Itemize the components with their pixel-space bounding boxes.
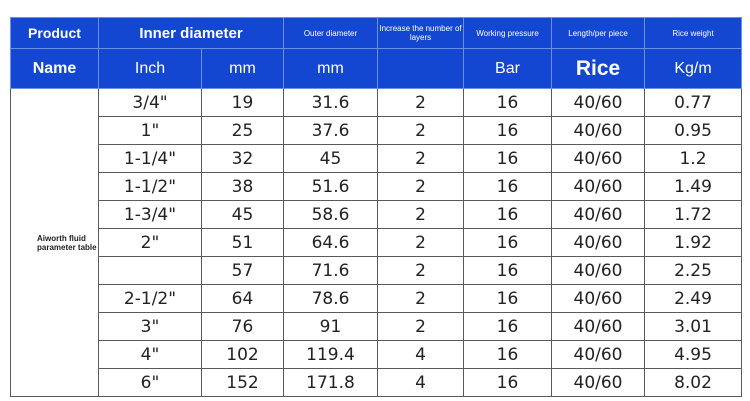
cell-weight: 3.01 — [645, 313, 742, 341]
header-rice-weight: Rice weight — [645, 18, 742, 49]
cell-layers: 2 — [378, 313, 464, 341]
cell-length: 40/60 — [552, 257, 645, 285]
cell-weight: 1.72 — [645, 201, 742, 229]
cell-inch: 2-1/2" — [99, 285, 202, 313]
table-row — [11, 201, 742, 229]
table-row — [11, 145, 742, 173]
cell-mm-outer: 119.4 — [284, 341, 378, 369]
cell-mm-inner: 45 — [202, 201, 284, 229]
subheader-rice: Rice — [552, 49, 645, 89]
cell-mm-inner: 25 — [202, 117, 284, 145]
subheader-layers — [378, 49, 464, 89]
cell-inch: 1-3/4" — [99, 201, 202, 229]
cell-weight: 1.92 — [645, 229, 742, 257]
cell-weight: 1.2 — [645, 145, 742, 173]
header-inner-diameter: Inner diameter — [99, 18, 284, 49]
cell-pressure: 16 — [464, 257, 552, 285]
cell-mm-outer: 51.6 — [284, 173, 378, 201]
cell-mm-outer: 71.6 — [284, 257, 378, 285]
table-row — [11, 89, 742, 117]
cell-mm-outer: 58.6 — [284, 201, 378, 229]
cell-layers: 2 — [378, 89, 464, 117]
table-row — [11, 341, 742, 369]
header-outer-diameter: Outer diameter — [284, 18, 378, 49]
cell-pressure: 16 — [464, 201, 552, 229]
subheader-name: Name — [11, 49, 99, 89]
cell-layers: 4 — [378, 341, 464, 369]
table-row — [11, 369, 742, 397]
cell-pressure: 16 — [464, 117, 552, 145]
cell-length: 40/60 — [552, 201, 645, 229]
cell-mm-inner: 57 — [202, 257, 284, 285]
cell-weight: 2.49 — [645, 285, 742, 313]
cell-inch: 1" — [99, 117, 202, 145]
cell-pressure: 16 — [464, 145, 552, 173]
cell-mm-inner: 19 — [202, 89, 284, 117]
cell-inch — [99, 257, 202, 285]
cell-mm-inner: 32 — [202, 145, 284, 173]
cell-mm-inner: 76 — [202, 313, 284, 341]
cell-length: 40/60 — [552, 341, 645, 369]
cell-mm-outer: 31.6 — [284, 89, 378, 117]
cell-mm-outer: 171.8 — [284, 369, 378, 397]
table-row — [11, 117, 742, 145]
cell-pressure: 16 — [464, 285, 552, 313]
cell-mm-inner: 51 — [202, 229, 284, 257]
subheader-bar: Bar — [464, 49, 552, 89]
header-working-pressure: Working pressure — [464, 18, 552, 49]
cell-length: 40/60 — [552, 145, 645, 173]
cell-pressure: 16 — [464, 369, 552, 397]
cell-length: 40/60 — [552, 313, 645, 341]
cell-length: 40/60 — [552, 369, 645, 397]
table-row — [11, 229, 742, 257]
cell-pressure: 16 — [464, 89, 552, 117]
cell-weight: 4.95 — [645, 341, 742, 369]
product-name-cell — [11, 89, 99, 397]
table-row — [11, 285, 742, 313]
product-name-text: Aiworth fluid parameter table — [37, 233, 97, 252]
cell-layers: 4 — [378, 369, 464, 397]
cell-inch: 3" — [99, 313, 202, 341]
cell-mm-inner: 102 — [202, 341, 284, 369]
subheader-kgm: Kg/m — [645, 49, 742, 89]
subheader-mm-outer: mm — [284, 49, 378, 89]
cell-mm-outer: 37.6 — [284, 117, 378, 145]
cell-length: 40/60 — [552, 285, 645, 313]
cell-weight: 0.77 — [645, 89, 742, 117]
cell-layers: 2 — [378, 285, 464, 313]
cell-mm-inner: 38 — [202, 173, 284, 201]
cell-inch: 2" — [99, 229, 202, 257]
cell-layers: 2 — [378, 229, 464, 257]
cell-pressure: 16 — [464, 229, 552, 257]
cell-layers: 2 — [378, 117, 464, 145]
table-row — [11, 313, 742, 341]
cell-length: 40/60 — [552, 229, 645, 257]
cell-inch: 4" — [99, 341, 202, 369]
cell-inch: 3/4" — [99, 89, 202, 117]
cell-layers: 2 — [378, 201, 464, 229]
subheader-mm-inner: mm — [202, 49, 284, 89]
cell-layers: 2 — [378, 173, 464, 201]
cell-layers: 2 — [378, 257, 464, 285]
cell-length: 40/60 — [552, 173, 645, 201]
header-length-per-piece: Length/per piece — [552, 18, 645, 49]
table-row — [11, 257, 742, 285]
cell-mm-outer: 91 — [284, 313, 378, 341]
cell-mm-inner: 64 — [202, 285, 284, 313]
table-row — [11, 173, 742, 201]
cell-pressure: 16 — [464, 173, 552, 201]
cell-inch: 1-1/2" — [99, 173, 202, 201]
cell-inch: 1-1/4" — [99, 145, 202, 173]
cell-length: 40/60 — [552, 117, 645, 145]
table-body — [11, 89, 742, 397]
cell-weight: 8.02 — [645, 369, 742, 397]
cell-length: 40/60 — [552, 89, 645, 117]
cell-mm-outer: 64.6 — [284, 229, 378, 257]
header-layers: Increase the number of layers — [378, 18, 464, 49]
hose-spec-table — [10, 17, 742, 397]
cell-weight: 0.95 — [645, 117, 742, 145]
cell-mm-outer: 45 — [284, 145, 378, 173]
subheader-inch: Inch — [99, 49, 202, 89]
cell-pressure: 16 — [464, 341, 552, 369]
cell-weight: 2.25 — [645, 257, 742, 285]
cell-inch: 6" — [99, 369, 202, 397]
cell-mm-outer: 78.6 — [284, 285, 378, 313]
cell-pressure: 16 — [464, 313, 552, 341]
cell-layers: 2 — [378, 145, 464, 173]
cell-weight: 1.49 — [645, 173, 742, 201]
header-product: Product — [11, 18, 99, 49]
cell-mm-inner: 152 — [202, 369, 284, 397]
